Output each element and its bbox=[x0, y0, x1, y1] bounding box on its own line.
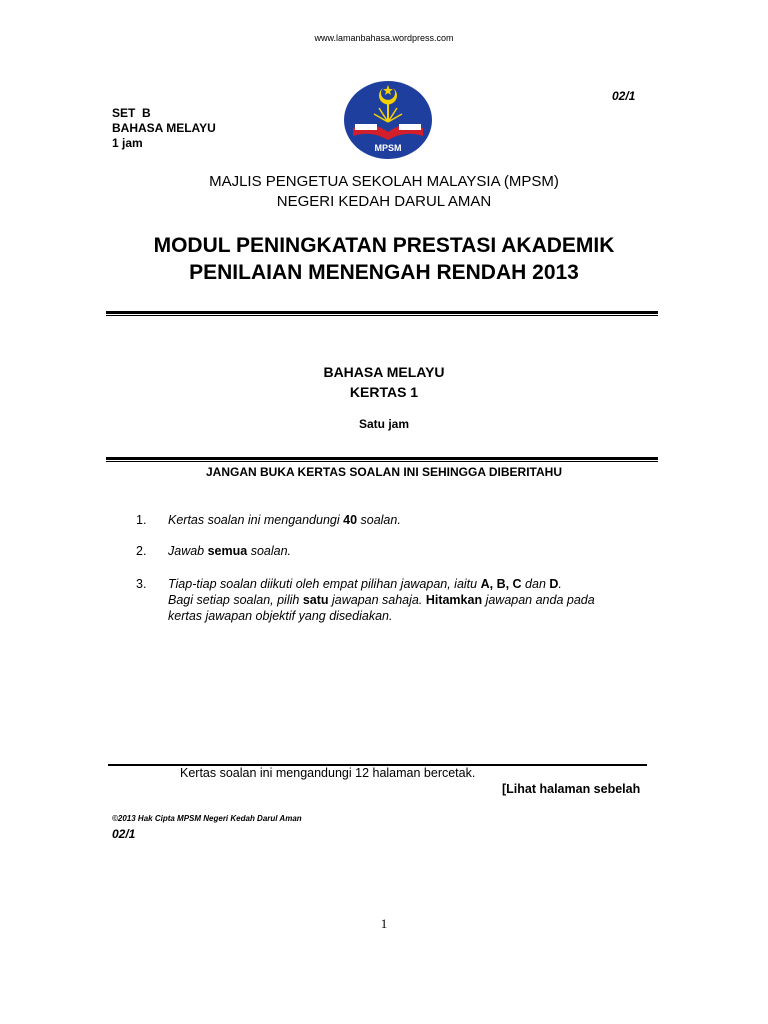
set-label: SET B bbox=[112, 106, 151, 120]
instruction-emphasis: D bbox=[549, 577, 559, 591]
page-number: 1 bbox=[380, 916, 388, 931]
subject-label: BAHASA MELAYU bbox=[112, 121, 216, 135]
instruction-text: Bagi setiap soalan, pilih bbox=[168, 593, 303, 607]
instruction-emphasis: 40 bbox=[343, 513, 358, 527]
instruction-text: Kertas soalan ini mengandungi bbox=[168, 513, 344, 527]
copyright: ©2013 Hak Cipta MPSM Negeri Kedah Darul Aman bbox=[112, 814, 302, 823]
page-count-note: Kertas soalan ini mengandungi 12 halaman bercetak. bbox=[180, 766, 476, 780]
org-line-2: NEGERI KEDAH DARUL AMAN bbox=[276, 193, 492, 210]
warning-notice: JANGAN BUKA KERTAS SOALAN INI SEHINGGA DIBERITAHU bbox=[205, 465, 562, 479]
divider-top bbox=[106, 311, 658, 316]
instruction-number: 2. bbox=[136, 544, 147, 558]
title-line-2: PENILAIAN MENENGAH RENDAH 2013 bbox=[189, 261, 579, 284]
instruction-text: jawapan sahaja. bbox=[328, 593, 426, 607]
next-page-note: [Lihat halaman sebelah bbox=[502, 782, 641, 796]
divider-middle bbox=[106, 457, 658, 462]
instruction-text: . bbox=[558, 577, 562, 591]
paper-duration: Satu jam bbox=[358, 417, 409, 431]
paper-number: KERTAS 1 bbox=[349, 384, 419, 400]
document-title bbox=[0, 232, 768, 286]
instruction-text: dan bbox=[521, 577, 550, 591]
instruction-text: kertas jawapan objektif yang disediakan. bbox=[168, 609, 393, 623]
duration-label: 1 jam bbox=[112, 136, 143, 150]
title-line-1: MODUL PENINGKATAN PRESTASI AKADEMIK bbox=[153, 234, 615, 257]
org-line-1: MAJLIS PENGETUA SEKOLAH MALAYSIA (MPSM) bbox=[209, 173, 559, 190]
instruction-text: soalan. bbox=[357, 513, 401, 527]
organization bbox=[0, 172, 768, 212]
instruction-emphasis: satu bbox=[302, 593, 329, 607]
instruction-number: 3. bbox=[136, 577, 147, 591]
mpsm-logo bbox=[343, 80, 433, 160]
paper-code-bottom: 02/1 bbox=[112, 827, 136, 841]
paper-subject-name: BAHASA MELAYU bbox=[323, 364, 445, 380]
instruction-text: Tiap-tiap soalan diikuti oleh empat pilihan jawapan, iaitu bbox=[168, 577, 481, 591]
logo-text: MPSM bbox=[374, 143, 402, 153]
instruction-emphasis: semua bbox=[207, 544, 248, 558]
instruction-number: 1. bbox=[136, 513, 147, 527]
paper-code-top: 02/1 bbox=[612, 89, 636, 103]
paper-subject bbox=[0, 362, 768, 402]
instruction-text: Jawab bbox=[168, 544, 208, 558]
instruction-emphasis: A, B, C bbox=[480, 577, 522, 591]
header-url: www.lamanbahasa.wordpress.com bbox=[314, 33, 454, 43]
instruction-emphasis: Hitamkan bbox=[425, 593, 483, 607]
set-info bbox=[112, 106, 216, 151]
instruction-text: soalan. bbox=[247, 544, 291, 558]
instruction-text: jawapan anda pada bbox=[482, 593, 595, 607]
